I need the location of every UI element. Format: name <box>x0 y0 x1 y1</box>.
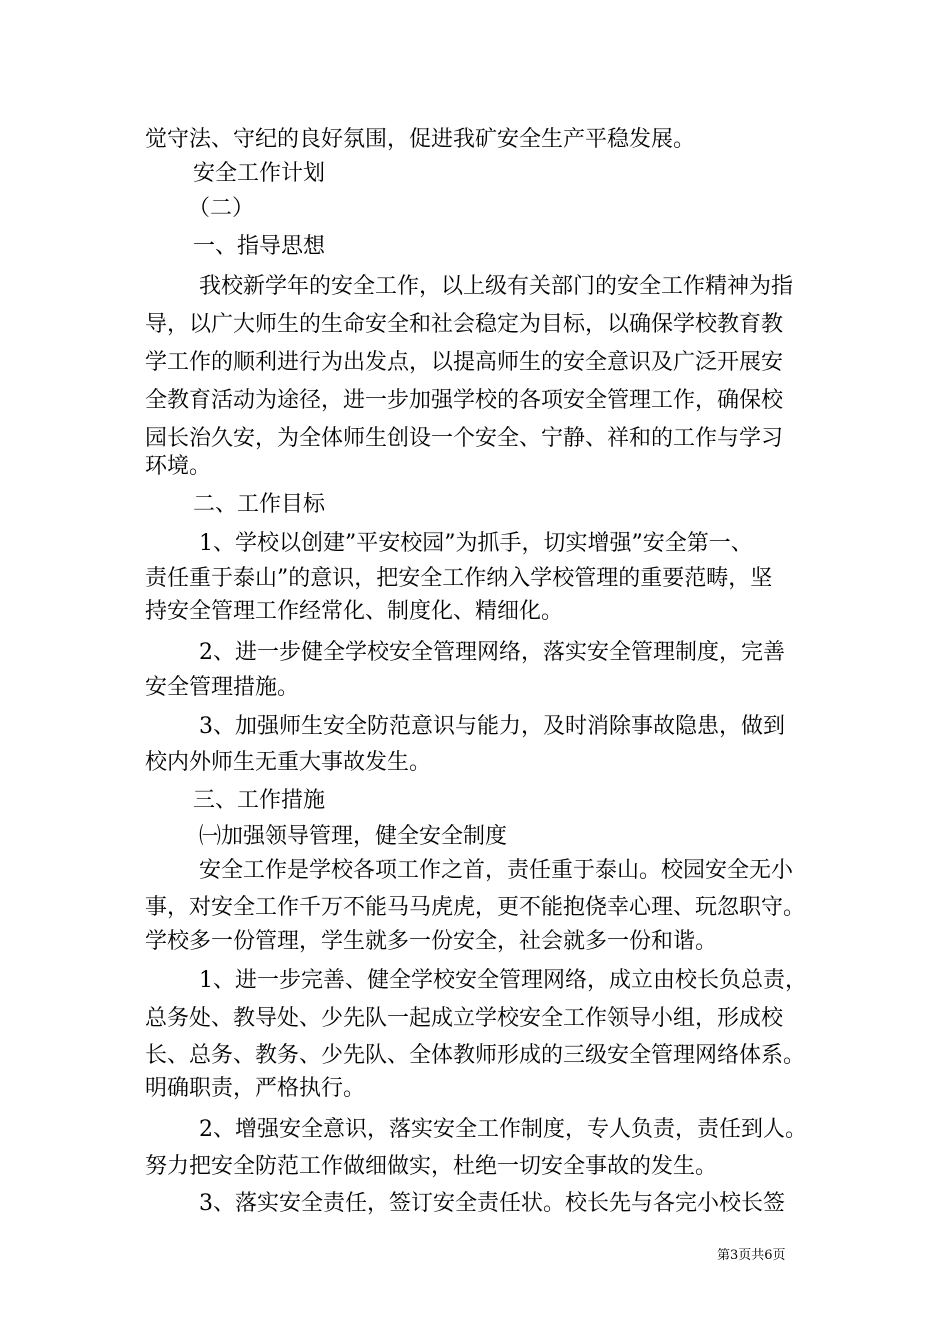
text-line: 觉守法、守纪的良好氛围，促进我矿安全生产平稳发展。 <box>145 127 696 152</box>
text-line: 园长治久安，为全体师生创设一个安全、宁静、祥和的工作与学习 <box>145 426 784 451</box>
text-line: 努力把安全防范工作做细做实，杜绝一切安全事故的发生。 <box>145 1154 718 1179</box>
text-line: 导，以广大师生的生命安全和社会稳定为目标，以确保学校教育教 <box>145 312 784 337</box>
text-line: 1、进一步完善、健全学校安全管理网络，成立由校长负总责， <box>199 968 807 993</box>
text-line: 校内外师生无重大事故发生。 <box>145 750 432 775</box>
text-line: 环境。 <box>145 454 212 479</box>
text-line: 我校新学年的安全工作，以上级有关部门的安全工作精神为指 <box>199 274 794 299</box>
text-line: 事，对安全工作千万不能马马虎虎，更不能抱侥幸心理、玩忽职守。 <box>145 895 806 920</box>
text-line: 3、落实安全责任，签订安全责任状。校长先与各完小校长签 <box>199 1191 785 1216</box>
heading-1: 一、指导思想 <box>193 234 326 259</box>
text-line: 长、总务、教务、少先队、全体教师形成的三级安全管理网络体系。 <box>145 1043 806 1068</box>
text-line: 1、学校以创建”平安校园”为抓手，切实增强”安全第一、 <box>199 531 753 556</box>
text-line: 2、增强安全意识，落实安全工作制度，专人负责，责任到人。 <box>199 1117 807 1142</box>
text-line: 总务处、教导处、少先队一起成立学校安全工作领导小组，形成校 <box>145 1006 784 1031</box>
text-line: 明确职责，严格执行。 <box>145 1076 366 1101</box>
text-line: 2、进一步健全学校安全管理网络，落实安全管理制度，完善 <box>199 640 785 665</box>
subheading: ㈠加强领导管理，健全安全制度 <box>199 824 508 849</box>
text-line: 安全管理措施。 <box>145 675 300 700</box>
section-subtitle: （二） <box>188 196 255 221</box>
text-line: 学工作的顺利进行为出发点，以提高师生的安全意识及广泛开展安 <box>145 350 784 375</box>
text-line: 学校多一份管理，学生就多一份安全，社会就多一份和谐。 <box>145 929 718 954</box>
text-line: 责任重于泰山”的意识，把安全工作纳入学校管理的重要范畴，坚 <box>145 566 773 591</box>
heading-2: 二、工作目标 <box>193 492 326 517</box>
text-line: 持安全管理工作经常化、制度化、精细化。 <box>145 599 564 624</box>
text-line: 安全工作是学校各项工作之首，责任重于泰山。校园安全无小 <box>199 858 794 883</box>
section-title: 安全工作计划 <box>193 161 326 186</box>
page-number-footer: 第3页共6页 <box>717 1248 786 1263</box>
text-line: 全教育活动为途径，进一步加强学校的各项安全管理工作，确保校 <box>145 388 784 413</box>
heading-3: 三、工作措施 <box>193 788 326 813</box>
text-line: 3、加强师生安全防范意识与能力，及时消除事故隐患，做到 <box>199 714 785 739</box>
